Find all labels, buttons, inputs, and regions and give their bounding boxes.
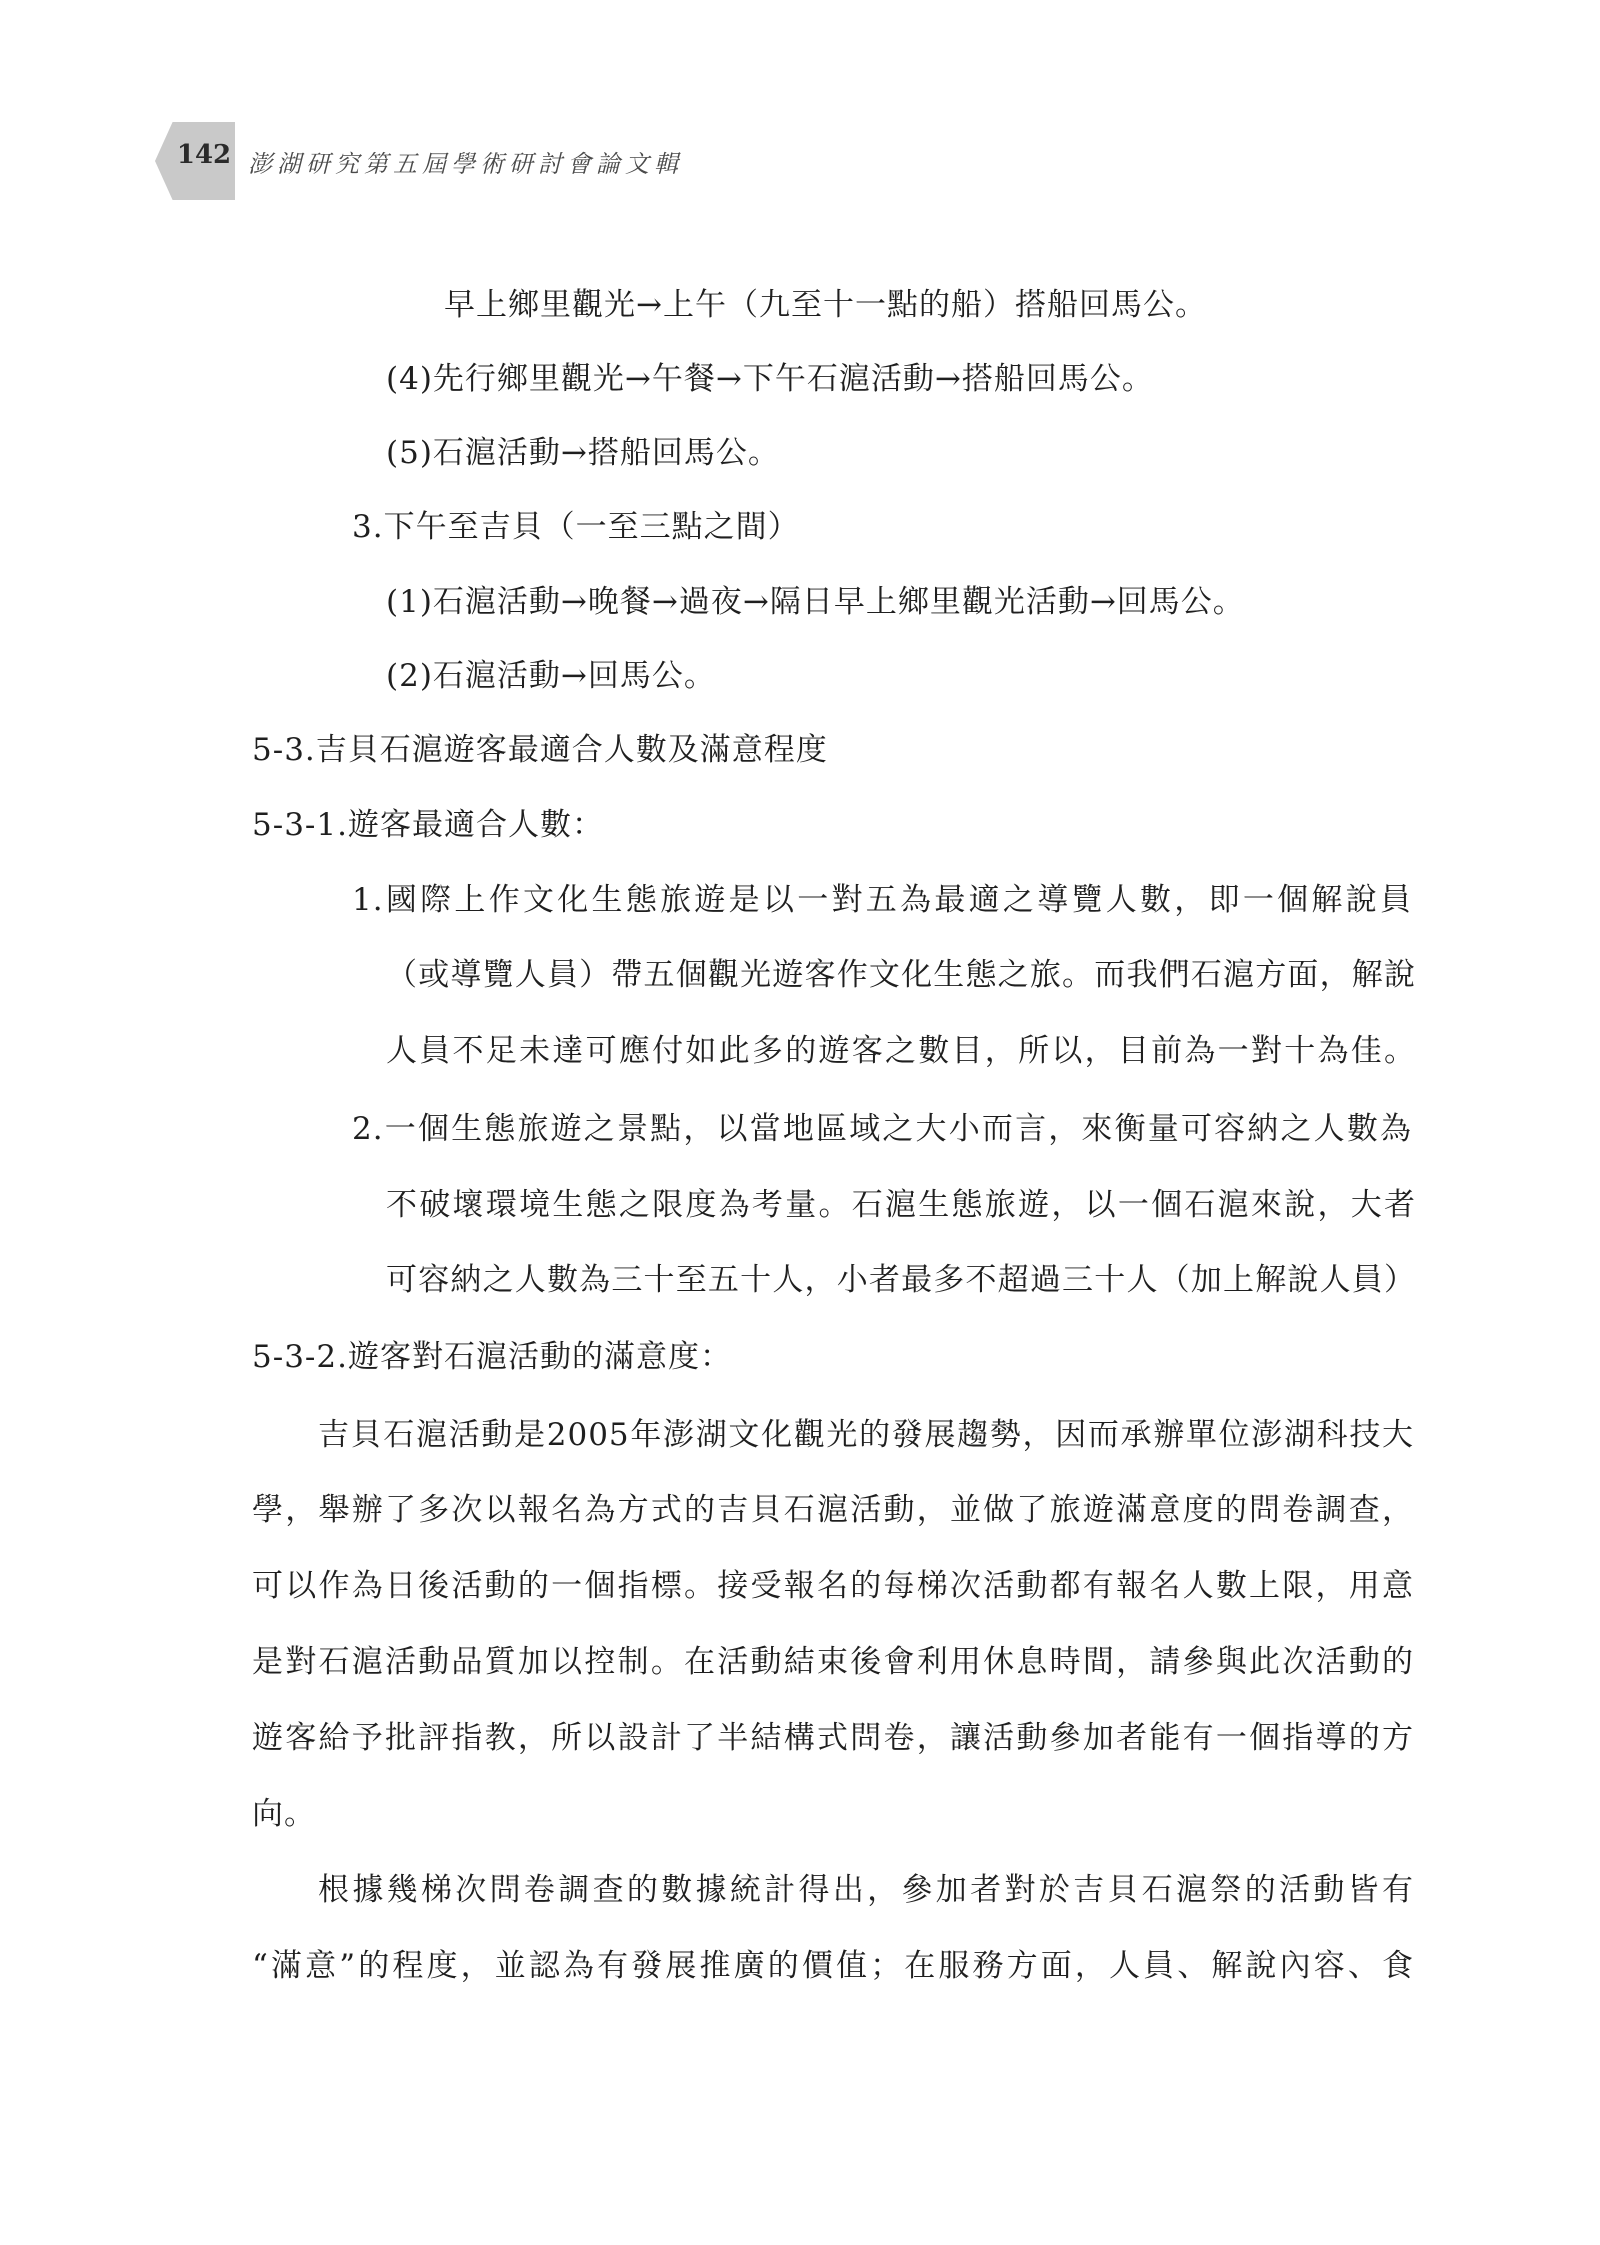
paragraph-line: 學，舉辦了多次以報名為方式的吉貝石滬活動，並做了旅遊滿意度的問卷調查， [252,1492,1414,1528]
paragraph-line: 向。 [252,1796,316,1832]
text-line: (5)石滬活動→搭船回馬公。 [386,435,780,471]
text-line: 1.國際上作文化生態旅遊是以一對五為最適之導覽人數，即一個解說員 [352,882,1412,918]
text-line: 早上鄉里觀光→上午（九至十一點的船）搭船回馬公。 [444,287,1207,323]
text-line: (2)石滬活動→回馬公。 [386,658,716,694]
list-item-heading: 3.下午至吉貝（一至三點之間） [352,509,800,545]
page-number: 142 [176,140,232,170]
subsection-heading: 5-3-1.遊客最適合人數： [252,807,604,843]
paragraph-line: 遊客給予批評指教，所以設計了半結構式問卷，讓活動參加者能有一個指導的方 [252,1720,1414,1756]
text-line: 人員不足未達可應付如此多的遊客之數目，所以，目前為一對十為佳。 [386,1033,1416,1069]
journal-title: 澎湖研究第五屆學術研討會論文輯 [248,150,683,178]
paragraph-line: “滿意”的程度，並認為有發展推廣的價值；在服務方面，人員、解說內容、食 [252,1948,1414,1984]
text-line: 2.一個生態旅遊之景點，以當地區域之大小而言，來衡量可容納之人數為 [352,1111,1412,1147]
text-line: (1)石滬活動→晚餐→過夜→隔日早上鄉里觀光活動→回馬公。 [386,584,1245,620]
paragraph-line: 根據幾梯次問卷調查的數據統計得出，參加者對於吉貝石滬祭的活動皆有 [318,1872,1414,1908]
section-heading: 5-3.吉貝石滬遊客最適合人數及滿意程度 [252,732,828,768]
subsection-heading: 5-3-2.遊客對石滬活動的滿意度： [252,1339,732,1375]
text-line: (4)先行鄉里觀光→午餐→下午石滬活動→搭船回馬公。 [386,361,1154,397]
text-line: 不破壞環境生態之限度為考量。石滬生態旅遊，以一個石滬來說，大者 [386,1187,1416,1223]
text-line: （或導覽人員）帶五個觀光遊客作文化生態之旅。而我們石滬方面，解說 [386,957,1416,993]
paragraph-line: 吉貝石滬活動是2005年澎湖文化觀光的發展趨勢，因而承辦單位澎湖科技大 [318,1417,1414,1453]
text-line: 可容納之人數為三十至五十人，小者最多不超過三十人（加上解說人員） [386,1262,1416,1298]
page-header [155,122,855,202]
paragraph-line: 可以作為日後活動的一個指標。接受報名的每梯次活動都有報名人數上限，用意 [252,1568,1414,1604]
paragraph-line: 是對石滬活動品質加以控制。在活動結束後會利用休息時間，請參與此次活動的 [252,1644,1414,1680]
